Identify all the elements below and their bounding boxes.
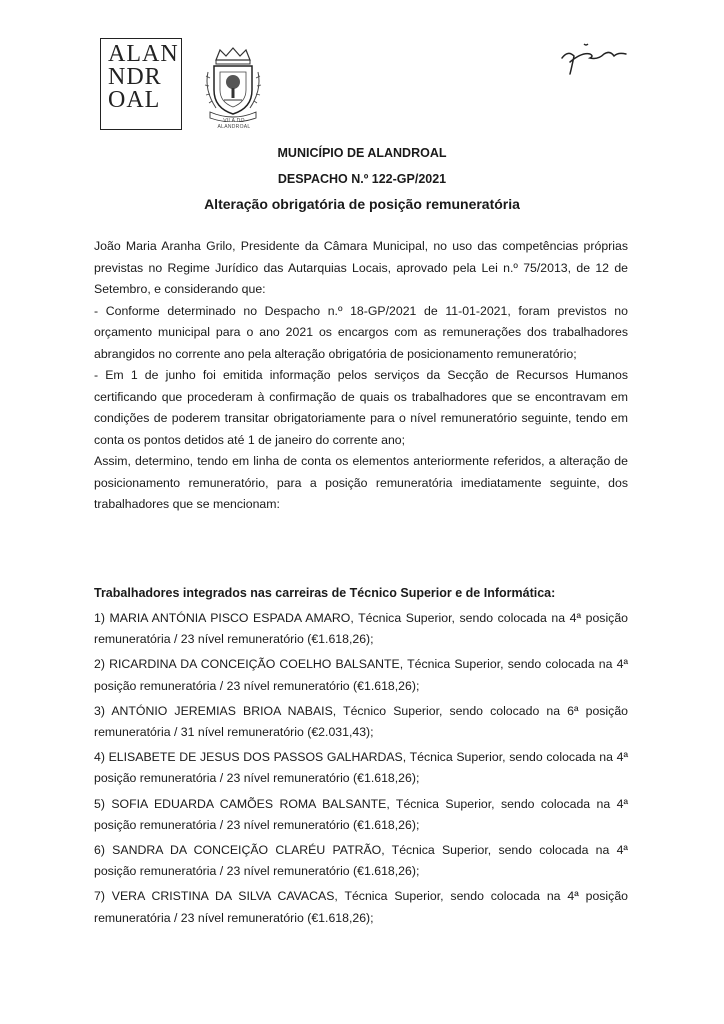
list-item: 2) RICARDINA DA CONCEIÇÃO COELHO BALSANTE, Técnica Superior, sendo colocada na 4ª posição remuneratória / 23 nível remuneratório (€1.618,26); [94, 657, 628, 693]
intro-section [94, 236, 628, 516]
intro-paragraph: - Em 1 de junho foi emitida informação pelos serviços da Secção de Recursos Humanos certificando que procederam à confirmação de quais os trabalhadores que se encontravam em condições de poderem transitar obrigatoriamente para o nível remuneratório seguinte, tendo em conta os pontos detidos até 1 de janeiro do corrente ano; [94, 368, 628, 447]
municipality-title: MUNICÍPIO DE ALANDROAL [277, 146, 447, 160]
alandroal-logo [100, 38, 182, 130]
list-item: 6) SANDRA DA CONCEIÇÃO CLARÉU PATRÃO, Técnica Superior, sendo colocada na 4ª posição remuneratória / 23 nível remuneratório (€1.618,26); [94, 843, 628, 879]
logo-line: NDR [108, 64, 162, 90]
list-item: 7) VERA CRISTINA DA SILVA CAVACAS, Técnica Superior, sendo colocada na 4ª posição remuneratória / 23 nível remuneratório (€1.618,26); [94, 889, 628, 925]
list-item: 1) MARIA ANTÓNIA PISCO ESPADA AMARO, Técnica Superior, sendo colocada na 4ª posição remuneratória / 23 nível remuneratório (€1.618,26); [94, 611, 628, 647]
crest-label: VILA DO ALANDROAL [217, 118, 251, 130]
logo-line: ALAN [108, 41, 179, 67]
handwritten-signature [560, 40, 628, 80]
logo-line: OAL [108, 87, 161, 113]
coat-of-arms-icon [202, 46, 264, 122]
dispatch-subject: Alteração obrigatória de posição remuneratória [204, 196, 520, 212]
section-title: Trabalhadores integrados nas carreiras de Técnico Superior e de Informática: [94, 586, 556, 600]
intro-paragraph: Assim, determino, tendo em linha de conta os elementos anteriormente referidos, a alteração de posicionamento remuneratório, para a posição remuneratória imediatamente seguinte, dos trabalhadores que se mencionam: [94, 454, 628, 511]
list-item: 3) ANTÓNIO JEREMIAS BRIOA NABAIS, Técnico Superior, sendo colocado na 6ª posição remuneratória / 31 nível remuneratório (€2.031,43); [94, 703, 628, 740]
list-item: 4) ELISABETE DE JESUS DOS PASSOS GALHARDAS, Técnica Superior, sendo colocada na 4ª posição remuneratória / 23 nível remuneratório (€1.618,26); [94, 750, 628, 786]
list-item: 5) SOFIA EDUARDA CAMÕES ROMA BALSANTE, Técnica Superior, sendo colocada na 4ª posição remuneratória / 23 nível remuneratório (€1.618,26); [94, 796, 628, 832]
dispatch-number: DESPACHO N.º 122-GP/2021 [277, 172, 447, 186]
intro-paragraph: - Conforme determinado no Despacho n.º 18-GP/2021 de 11-01-2021, foram previstos no orçamento municipal para o ano 2021 os encargos com as remunerações dos trabalhadores abrangidos no corrente ano pela alteração obrigatória de posicionamento remuneratório; [94, 303, 628, 361]
intro-paragraph: João Maria Aranha Grilo, Presidente da Câmara Municipal, no uso das competências próprias previstas no Regime Jurídico das Autarquias Locais, aprovado pela Lei n.º 75/2013, de 12 de Setembro, e considerando que: [94, 239, 628, 296]
worker-list [94, 608, 628, 933]
